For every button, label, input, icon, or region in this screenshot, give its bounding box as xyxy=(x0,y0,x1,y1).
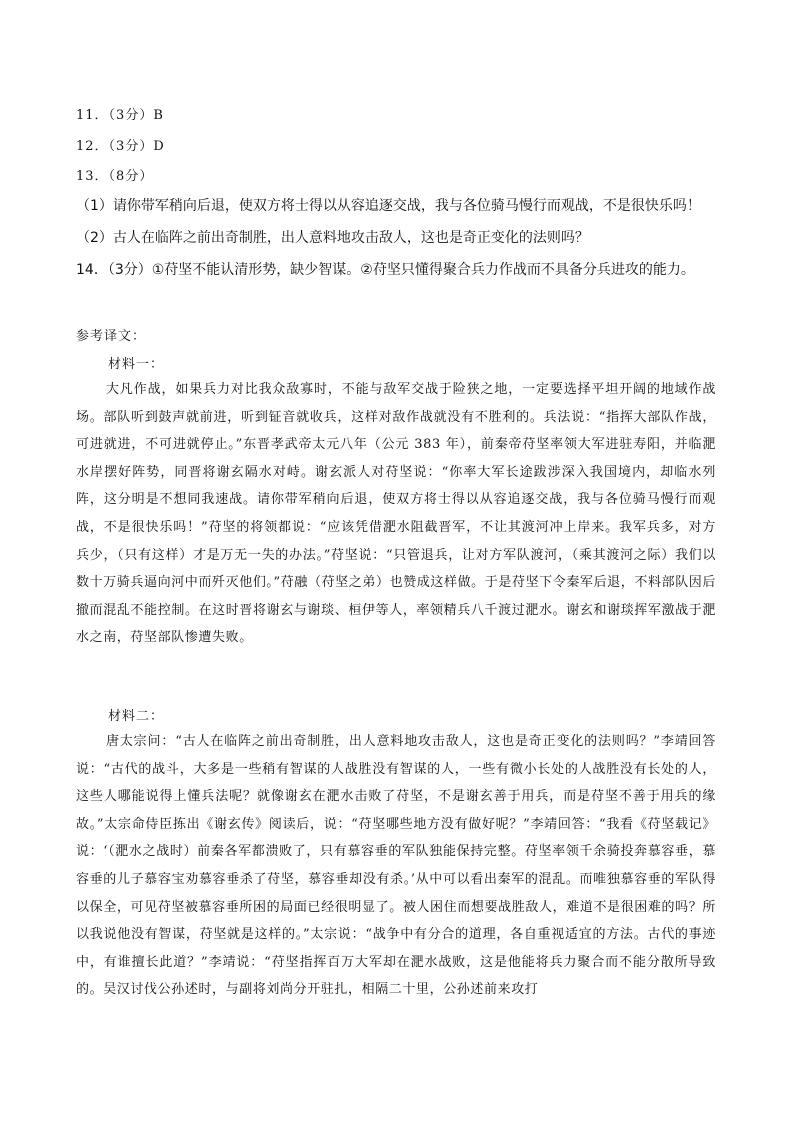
answer-13-part-2: （2）古人在临阵之前出奇制胜，出人意料地攻击敌人，这也是奇正变化的法则吗？ xyxy=(76,230,589,246)
answer-13: 13．（8分） xyxy=(76,169,154,184)
answer-12: 12．（3分）D xyxy=(76,139,165,154)
material-1-text: 大凡作战，如果兵力对比我众敌寡时，不能与敌军交战于险狭之地，一定要选择平坦开阔的地域作战场。部队听到鼓声就前进，听到钲音就收兵，这样对敌作战就没有不胜利的。兵法说：“指挥大部队作战，可进就进，不可进就停止。”东晋孝武帝太元八年（公元 383 年），前秦帝苻坚率领大军进驻寿阳，并临淝水岸摆好阵势，同晋将谢玄隔水对峙。谢玄派人对苻坚说：“你率大军长途跋涉深入我国境内，却临水列阵，这分明是不想同我速战。请你带军稍向后退，使双方将士得以从容追逐交战，我与各位骑马慢行而观战，不是很快乐吗！”苻坚的将领都说：“应该凭借淝水阻截晋军，不让其渡河冲上岸来。我军兵多，对方兵少，（只有这样）才是万无一失的办法。”苻坚说：“只管退兵，让对方军队渡河，（乘其渡河之际）我们以数十万骑兵逼向河中而歼灭他们。”苻融（苻坚之弟）也赞成这样做。于是苻坚下令秦军后退，不料部队因后撤而混乱不能控制。在这时晋将谢玄与谢琰、桓伊等人，率领精兵八千渡过淝水。谢玄和谢琰挥军激战于淝水之南，苻坚部队惨遭失败。 xyxy=(76,382,716,646)
answer-14: 14．（3分）①苻坚不能认清形势，缺少智谋。②苻坚只懂得聚合兵力作战而不具备分兵进攻的能力。 xyxy=(76,262,695,278)
answer-13-part-1: （1）请你带军稍向后退，使双方将士得以从容追逐交战，我与各位骑马慢行而观战，不是很快乐吗！ xyxy=(76,198,701,214)
material-2-title: 材料二： xyxy=(108,709,165,724)
translation-heading: 参考译文： xyxy=(76,329,147,344)
material-2-text: 唐太宗问：“古人在临阵之前出奇制胜，出人意料地攻击敌人，这也是奇正变化的法则吗？”李靖回答说：“古代的战斗，大多是一些稍有智谋的人战胜没有智谋的人，一些有微小长处的人战胜没有长处的人，这些人哪能说得上懂兵法呢？就像谢玄在淝水击败了苻坚，不是谢玄善于用兵，而是苻坚不善于用兵的缘故。”太宗命侍臣拣出《谢玄传》阅读后，说：“苻坚哪些地方没有做好呢？”李靖回答：“我看《苻坚载记》说：‘（淝水之战时）前秦各军都溃败了，只有慕容垂的军队独能保持完整。苻坚率领千余骑投奔慕容垂，慕容垂的儿子慕容宝劝慕容垂杀了苻坚，慕容垂却没有杀。’从中可以看出秦军的混乱。而唯独慕容垂的军队得以保全，可见苻坚被慕容垂所困的局面已经很明显了。被人困住而想要战胜敌人，难道不是很困难的吗？所以我说他没有智谋，苻坚就是这样的。”太宗说：“战争中有分合的道理，各自重视适宜的方法。古代的事迹中，有谁擅长此道？”李靖说：“苻坚指挥百万大军却在淝水战败，这是他能将兵力聚合而不能分散所导致的。吴汉讨伐公孙述时，与副将刘尚分开驻扎，相隔二十里，公孙述前来攻打 xyxy=(76,734,716,998)
material-1-title: 材料一： xyxy=(108,357,165,372)
answer-11: 11．（3分）B xyxy=(76,108,164,123)
